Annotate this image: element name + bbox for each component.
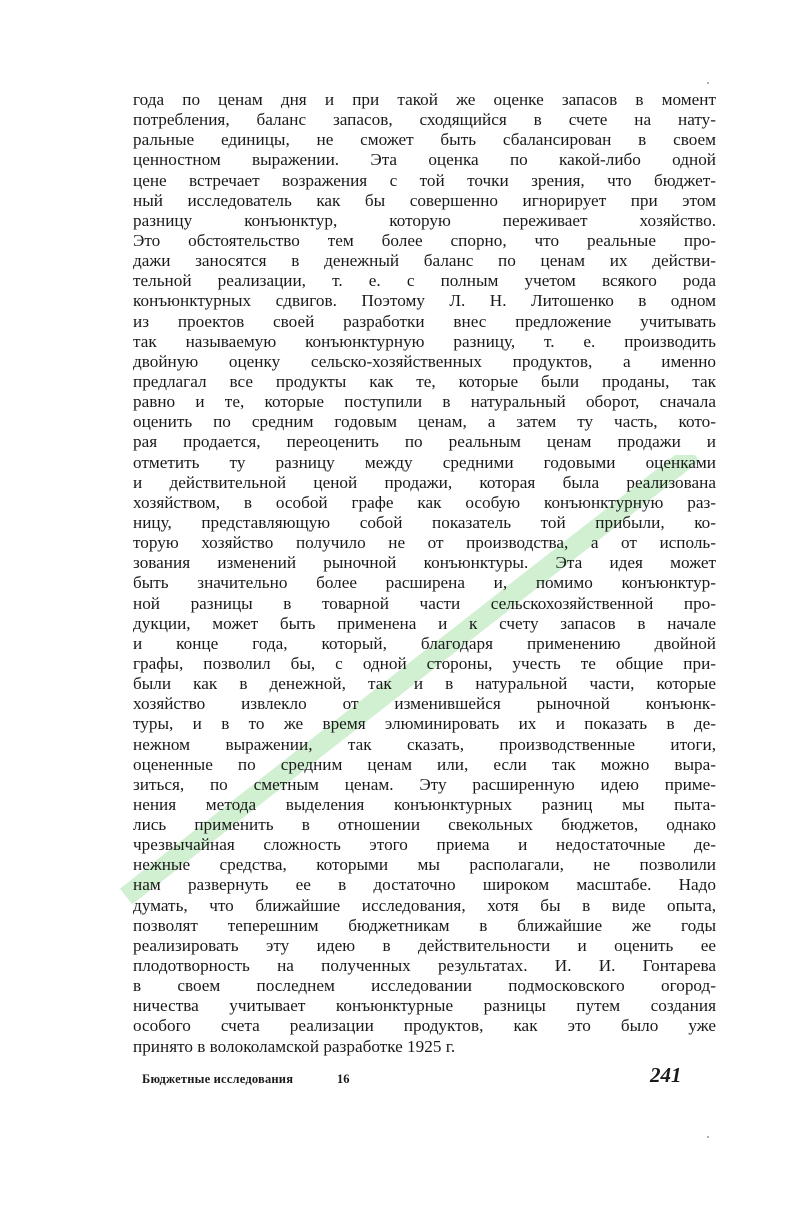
text-line: дукции, может быть применена и к счету запасов в начале xyxy=(133,613,716,633)
text-line: думать, что ближайшие исследования, хотя бы в виде опыта, xyxy=(133,895,716,915)
text-line: особого счета реализации продуктов, как это было уже xyxy=(133,1016,716,1036)
text-line: отметить ту разницу между средними годовыми оценками xyxy=(133,452,716,472)
text-line: ницу, представляющую собой показатель той прибыли, ко- xyxy=(133,512,716,532)
text-line: туры, и в то же время элюминировать их и показать в де- xyxy=(133,714,716,734)
text-line: чрезвычайная сложность этого приема и недостаточные де- xyxy=(133,835,716,855)
text-line: торую хозяйство получило не от производства, а от исполь- xyxy=(133,533,716,553)
footer-book-title: Бюджетные исследования xyxy=(142,1072,294,1086)
text-line: из проектов своей разработки внес предложение учитывать xyxy=(133,311,716,331)
text-line: нения метода выделения конъюнктурных разниц мы пыта- xyxy=(133,794,716,814)
scan-speck xyxy=(707,82,709,84)
text-line: позволят теперешним бюджетникам в ближайшие же годы xyxy=(133,915,716,935)
text-line: потребления, баланс запасов, сходящийся в счете на нату- xyxy=(133,110,716,130)
text-line: реализировать эту идею в действительности и оценить ее xyxy=(133,935,716,955)
text-line: лись применить в отношении свекольных бюджетов, однако xyxy=(133,815,716,835)
text-line: нам развернуть ее в достаточно широком масштабе. Надо xyxy=(133,875,716,895)
text-line: в своем последнем исследовании подмосковского огород- xyxy=(133,976,716,996)
text-line: хозяйство извлекло от изменившейся рыночной конъюнк- xyxy=(133,694,716,714)
text-line: нежные средства, которыми мы располагали, не позволили xyxy=(133,855,716,875)
footer-signature-number: 16 xyxy=(337,1072,350,1086)
page-number: 241 xyxy=(650,1063,682,1087)
text-line: быть значительно более расширена и, помимо конъюнктур- xyxy=(133,573,716,593)
text-line: ральные единицы, не сможет быть сбалансирован в своем xyxy=(133,130,716,150)
text-line: дажи заносятся в денежный баланс по ценам их действи- xyxy=(133,251,716,271)
text-line: оцененные по средним ценам или, если так можно выра- xyxy=(133,754,716,774)
text-line: предлагал все продукты как те, которые были проданы, так xyxy=(133,371,716,391)
text-line: ный исследователь как бы совершенно игнорирует при этом xyxy=(133,190,716,210)
text-line: нежном выражении, так сказать, производственные итоги, xyxy=(133,734,716,754)
text-line: хозяйством, в особой графе как особую конъюнктурную раз- xyxy=(133,492,716,512)
scan-speck xyxy=(707,1136,709,1138)
text-line: рая продается, переоценить по реальным ценам продажи и xyxy=(133,432,716,452)
text-line: ной разницы в товарной части сельскохозяйственной про- xyxy=(133,593,716,613)
text-line: оценить по средним годовым ценам, а затем ту часть, кото- xyxy=(133,412,716,432)
body-text xyxy=(133,90,716,1057)
text-line: тельной реализации, т. е. с полным учетом всякого рода xyxy=(133,271,716,291)
text-line: были как в денежной, так и в натуральной части, которые xyxy=(133,674,716,694)
text-line: Это обстоятельство тем более спорно, что реальные про- xyxy=(133,230,716,250)
text-line: конъюнктурных сдвигов. Поэтому Л. Н. Литошенко в одном xyxy=(133,291,716,311)
text-line: зиться, по сметным ценам. Эту расширенную идею приме- xyxy=(133,774,716,794)
text-line: равно и те, которые поступили в натуральный оборот, сначала xyxy=(133,392,716,412)
text-line: и действительной ценой продажи, которая была реализована xyxy=(133,472,716,492)
text-line: зования изменений рыночной конъюнктуры. Эта идея может xyxy=(133,553,716,573)
text-line: ценностном выражении. Эта оценка по какой-либо одной xyxy=(133,150,716,170)
text-line: разницу конъюнктур, которую переживает хозяйство. xyxy=(133,210,716,230)
text-line: цене встречает возражения с той точки зрения, что бюджет- xyxy=(133,170,716,190)
text-line: года по ценам дня и при такой же оценке запасов в момент xyxy=(133,90,716,109)
text-line: ничества учитывает конъюнктурные разницы путем создания xyxy=(133,996,716,1016)
text-line: и конце года, который, благодаря применению двойной xyxy=(133,633,716,653)
text-line: принято в волоколамской разработке 1925 г. xyxy=(133,1036,456,1056)
text-line: двойную оценку сельско-хозяйственных продуктов, а именно xyxy=(133,351,716,371)
text-line: графы, позволил бы, с одной стороны, учесть те общие при- xyxy=(133,653,716,673)
text-line: плодотворность на полученных результатах. И. И. Гонтарева xyxy=(133,956,716,976)
text-line: так называемую конъюнктурную разницу, т. е. производить xyxy=(133,331,716,351)
